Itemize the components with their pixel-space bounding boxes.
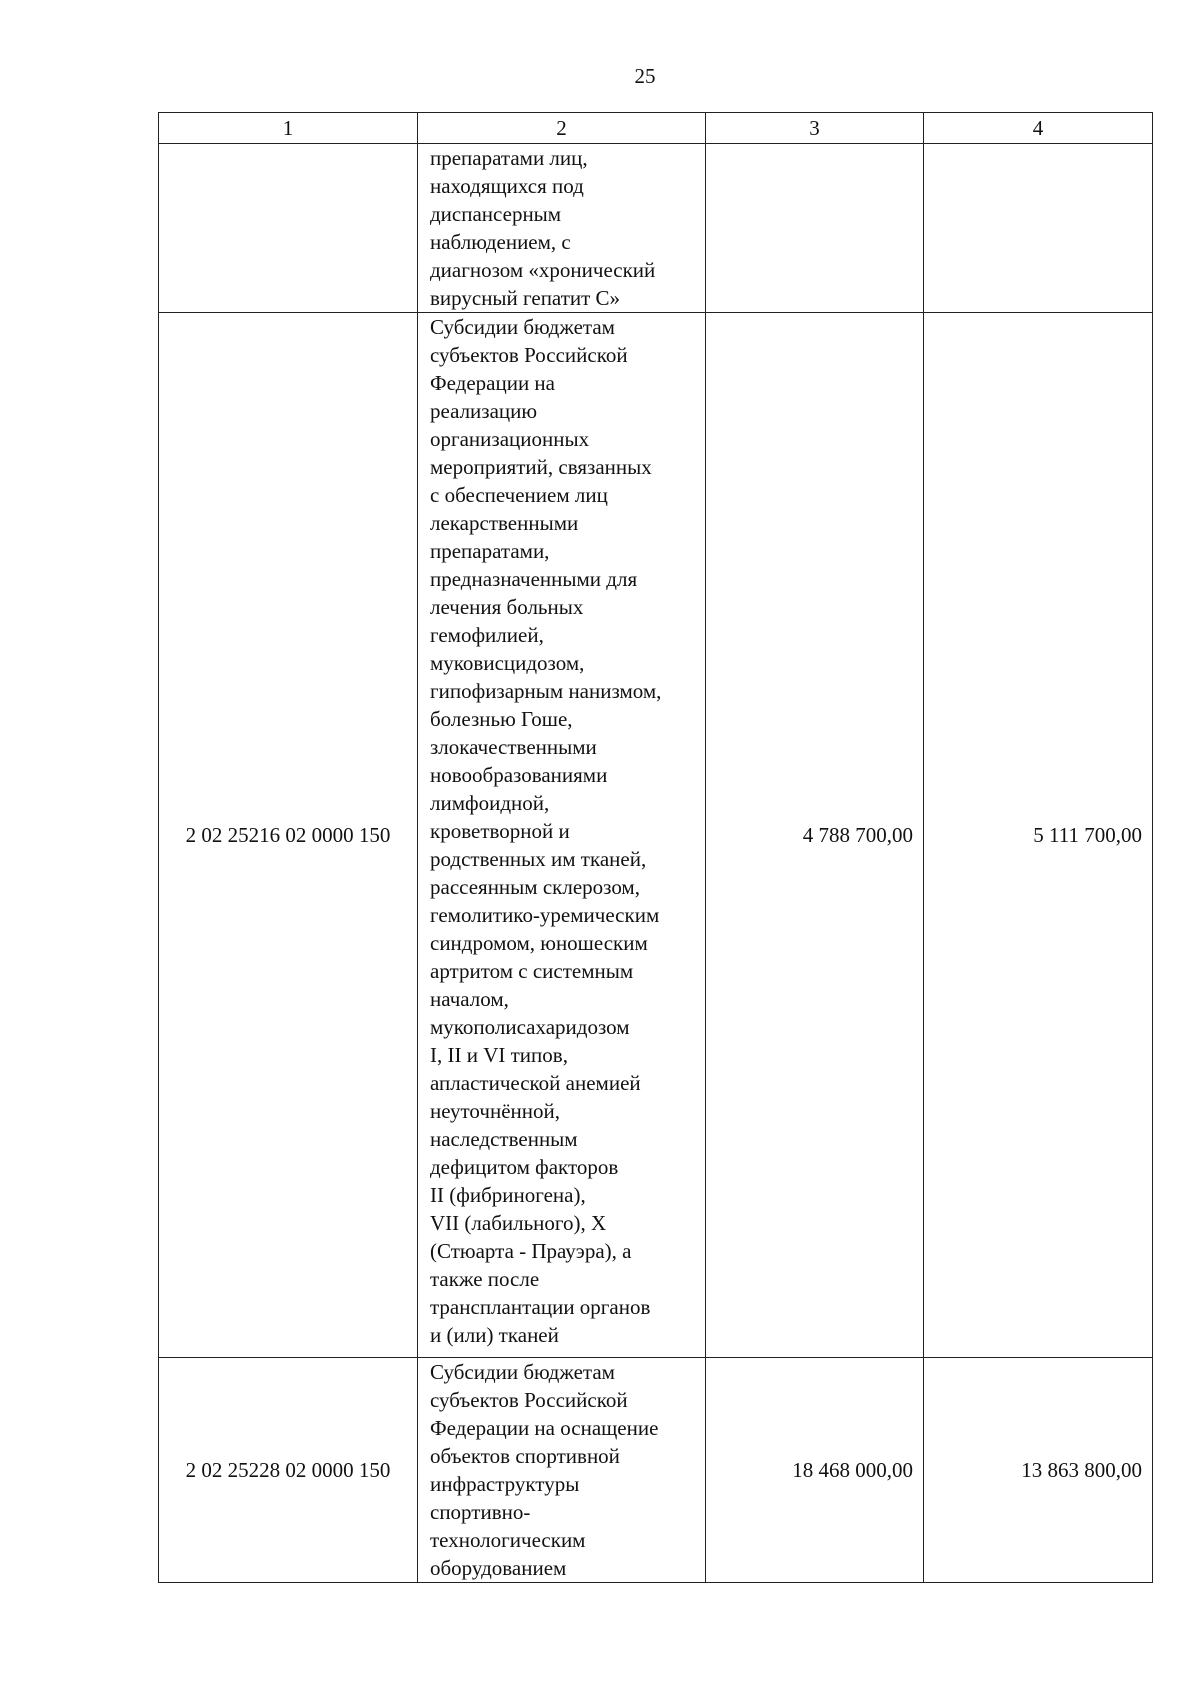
budget-code-cell: 2 02 25216 02 0000 150 xyxy=(159,313,418,1358)
column-header-1: 1 xyxy=(159,113,418,144)
budget-code-cell: 2 02 25228 02 0000 150 xyxy=(159,1358,418,1583)
header-row xyxy=(159,113,1153,144)
description-text: Субсидии бюджетам субъектов Российской Федерации на реализацию организационных мероприятий, связанных с обеспечением лиц лекарственными препаратами, предназначенными для лечения больных гемофилией, муковисцидозом, гипофизарным нанизмом, болезнью Гоше, злокачественными новообразованиями лимфоидной, кроветворной и родственных им тканей, рассеянным склерозом, гемолитико-уремическим синдромом, юношеским артритом с системным началом, мукополисахаридозом I, II и VI типов, апластической анемией неуточнённой, наследственным дефицитом факторов II (фибриногена), VII (лабильного), X (Стюарта - Прауэра), а также после трансплантации органов и (или) тканей xyxy=(430,315,662,1347)
table-row xyxy=(159,313,1153,1358)
description-cell xyxy=(418,313,706,1358)
description-text: препаратами лиц, находящихся под диспансерным наблюдением, с диагнозом «хронический вирусный гепатит С» xyxy=(430,146,656,310)
amount-col4-cell: 13 863 800,00 xyxy=(924,1358,1153,1583)
amount-col3-cell: 18 468 000,00 xyxy=(706,1358,924,1583)
column-header-2: 2 xyxy=(418,113,706,144)
budget-table xyxy=(158,112,1153,1583)
description-cell xyxy=(418,144,706,313)
amount-col4-cell xyxy=(924,144,1153,313)
description-cell xyxy=(418,1358,706,1583)
page-number: 25 xyxy=(634,64,656,88)
table-row xyxy=(159,144,1153,313)
column-header-3: 3 xyxy=(706,113,924,144)
budget-code-cell xyxy=(159,144,418,313)
amount-col3-cell xyxy=(706,144,924,313)
column-header-4: 4 xyxy=(924,113,1153,144)
amount-col4-cell: 5 111 700,00 xyxy=(924,313,1153,1358)
amount-col3-cell: 4 788 700,00 xyxy=(706,313,924,1358)
table-row xyxy=(159,1358,1153,1583)
description-text: Субсидии бюджетам субъектов Российской Федерации на оснащение объектов спортивной инфраструктуры спортивно- технологическим оборудованием xyxy=(430,1360,659,1580)
